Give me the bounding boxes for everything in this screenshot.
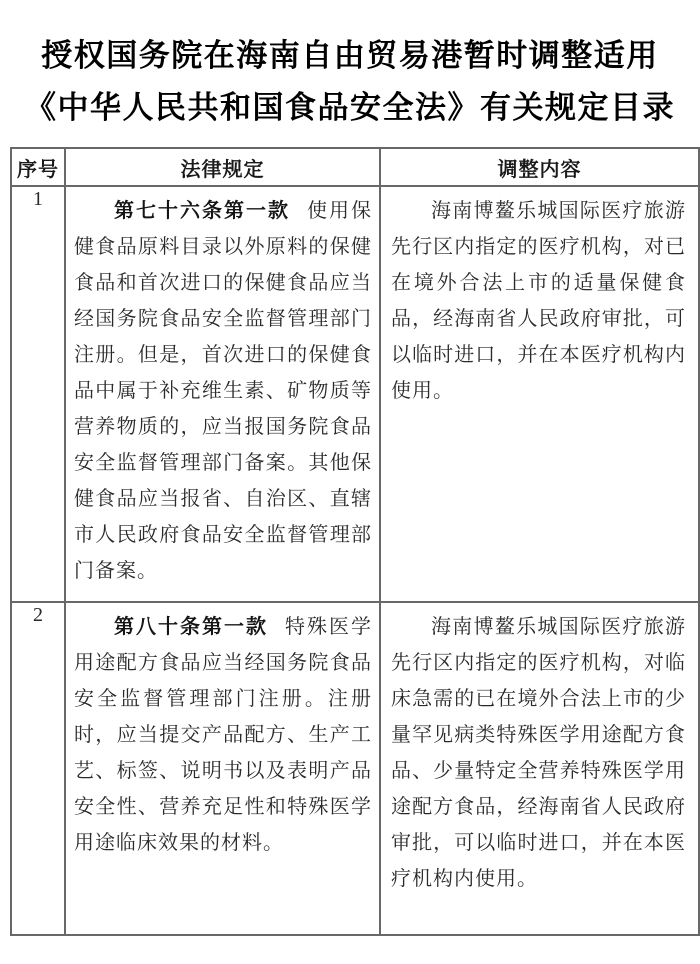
- adjustment-content-cell: [380, 602, 699, 935]
- provision-article-lead: 第八十条第一款: [114, 616, 268, 638]
- adjustment-content-cell: [380, 186, 699, 602]
- adjustment-paragraph: 海南博鳌乐城国际医疗旅游先行区内指定的医疗机构，对临床急需的已在境外合法上市的少量罕见病类特殊医学用途配方食品、少量特定全营养特殊医学用途配方食品，经海南省人民政府审批，可以临时进口，并在本医疗机构内使用。: [391, 616, 686, 890]
- document-title-line-1: 授权国务院在海南自由贸易港暂时调整适用: [41, 38, 659, 73]
- row-index-cell: 2: [11, 602, 65, 935]
- row-index-cell: 1: [11, 186, 65, 602]
- document-title: [0, 30, 700, 134]
- legal-provision-cell: [65, 186, 380, 602]
- law-adjustment-table: [10, 147, 700, 936]
- legal-provision-cell: [65, 602, 380, 935]
- provision-article-lead: 第七十六条第一款: [114, 200, 290, 222]
- table-row: [11, 602, 699, 935]
- provision-body-text: 使用保健食品原料目录以外原料的保健食品和首次进口的保健食品应当经国务院食品安全监督管理部门注册。但是，首次进口的保健食品中属于补充维生素、矿物质等营养物质的，应当报国务院食品安全监督管理部门备案。其他保健食品应当报省、自治区、直辖市人民政府食品安全监督管理部门备案。: [74, 200, 372, 582]
- column-header-index: 序号: [11, 148, 65, 186]
- legal-provision-paragraph: [74, 609, 372, 861]
- column-header-legal-provision: 法律规定: [65, 148, 380, 186]
- legal-provision-paragraph: [74, 193, 372, 589]
- column-header-adjustment-content: 调整内容: [380, 148, 699, 186]
- adjustment-paragraph: 海南博鳌乐城国际医疗旅游先行区内指定的医疗机构，对已在境外合法上市的适量保健食品，经海南省人民政府审批，可以临时进口，并在本医疗机构内使用。: [391, 200, 686, 402]
- provision-body-text: 特殊医学用途配方食品应当经国务院食品安全监督管理部门注册。注册时，应当提交产品配方、生产工艺、标签、说明书以及表明产品安全性、营养充足性和特殊医学用途临床效果的材料。: [74, 616, 372, 854]
- table-header-row: [11, 148, 699, 186]
- document-title-line-2: 《中华人民共和国食品安全法》有关规定目录: [25, 90, 675, 125]
- table-row: [11, 186, 699, 602]
